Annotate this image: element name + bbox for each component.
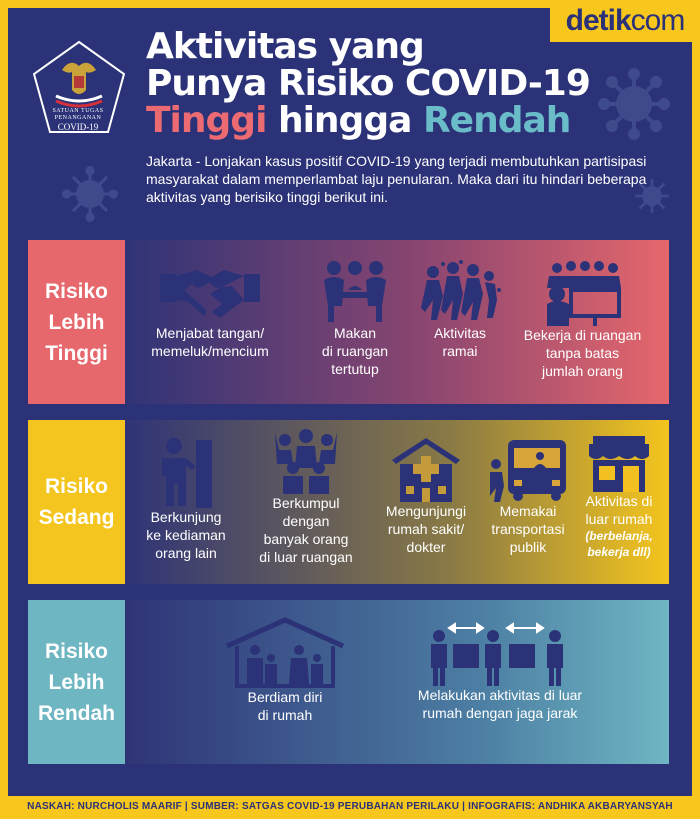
band-body	[125, 420, 669, 584]
detikcom-logo: detikcom	[550, 0, 700, 42]
family-home-icon	[223, 616, 347, 688]
bus-icon	[488, 436, 568, 502]
title-low-word: Rendah	[422, 100, 571, 141]
risk-item: Aktivitas ramai	[415, 260, 505, 360]
social-distance-icon	[425, 620, 575, 686]
crowd-icon	[417, 260, 503, 324]
shop-icon	[587, 434, 651, 492]
risk-item: Mengunjungi rumah sakit/ dokter	[373, 436, 479, 556]
band-label: Risiko Lebih Rendah	[28, 600, 125, 764]
band-high-risk	[28, 240, 669, 404]
band-body	[125, 240, 669, 404]
risk-item: Memakai transportasi publik	[483, 436, 573, 556]
risk-item: Aktivitas di luar rumah (berbelanja, bekerja dll)	[573, 434, 665, 560]
intro-paragraph: Jakarta - Lonjakan kasus positif COVID-19 yang terjadi membutuhkan partisipasi masyarakat dalam memperlambat laju penularan. Maka dari itu hindari beberapa aktivitas yang berisiko tinggi berikut ini.	[146, 153, 647, 205]
hospital-icon	[390, 436, 462, 502]
risk-item: Makan di ruangan tertutup	[300, 260, 410, 378]
risk-item: Berkunjung ke kediaman orang lain	[130, 436, 242, 562]
band-medium-risk	[28, 420, 669, 584]
virus-icon	[62, 166, 118, 222]
emblem-caption: SATUAN TUGAS PENANGANAN COVID-19	[52, 108, 104, 132]
band-label: Risiko Sedang	[28, 420, 125, 584]
credits-footer: NASKAH: NURCHOLIS MAARIF | SUMBER: SATGAS COVID-19 PERUBAHAN PERILAKU | INFOGRAFIS: ANDHIKA AKBARYANSYAH	[0, 796, 700, 819]
title-high-word: Tinggi	[146, 100, 267, 141]
people-eating-icon	[320, 260, 390, 324]
risk-item: Berdiam diri di rumah	[220, 616, 350, 724]
gathering-icon	[271, 428, 341, 494]
risk-item: Berkumpul dengan banyak orang di luar ruangan	[242, 428, 370, 566]
knocking-door-icon	[156, 436, 216, 508]
meeting-room-icon	[543, 260, 623, 326]
risk-item: Menjabat tangan/ memeluk/mencium	[135, 260, 285, 360]
handshake-icon	[160, 260, 260, 324]
band-label: Risiko Lebih Tinggi	[28, 240, 125, 404]
virus-icon	[598, 68, 670, 140]
band-low-risk	[28, 600, 669, 764]
page-title: Aktivitas yang Punya Risiko COVID-19 Tinggi hingga Rendah	[146, 26, 590, 141]
band-body	[125, 600, 669, 764]
risk-item: Melakukan aktivitas di luar rumah dengan jaga jarak	[380, 620, 620, 722]
risk-item: Bekerja di ruangan tanpa batas jumlah orang	[510, 260, 655, 380]
